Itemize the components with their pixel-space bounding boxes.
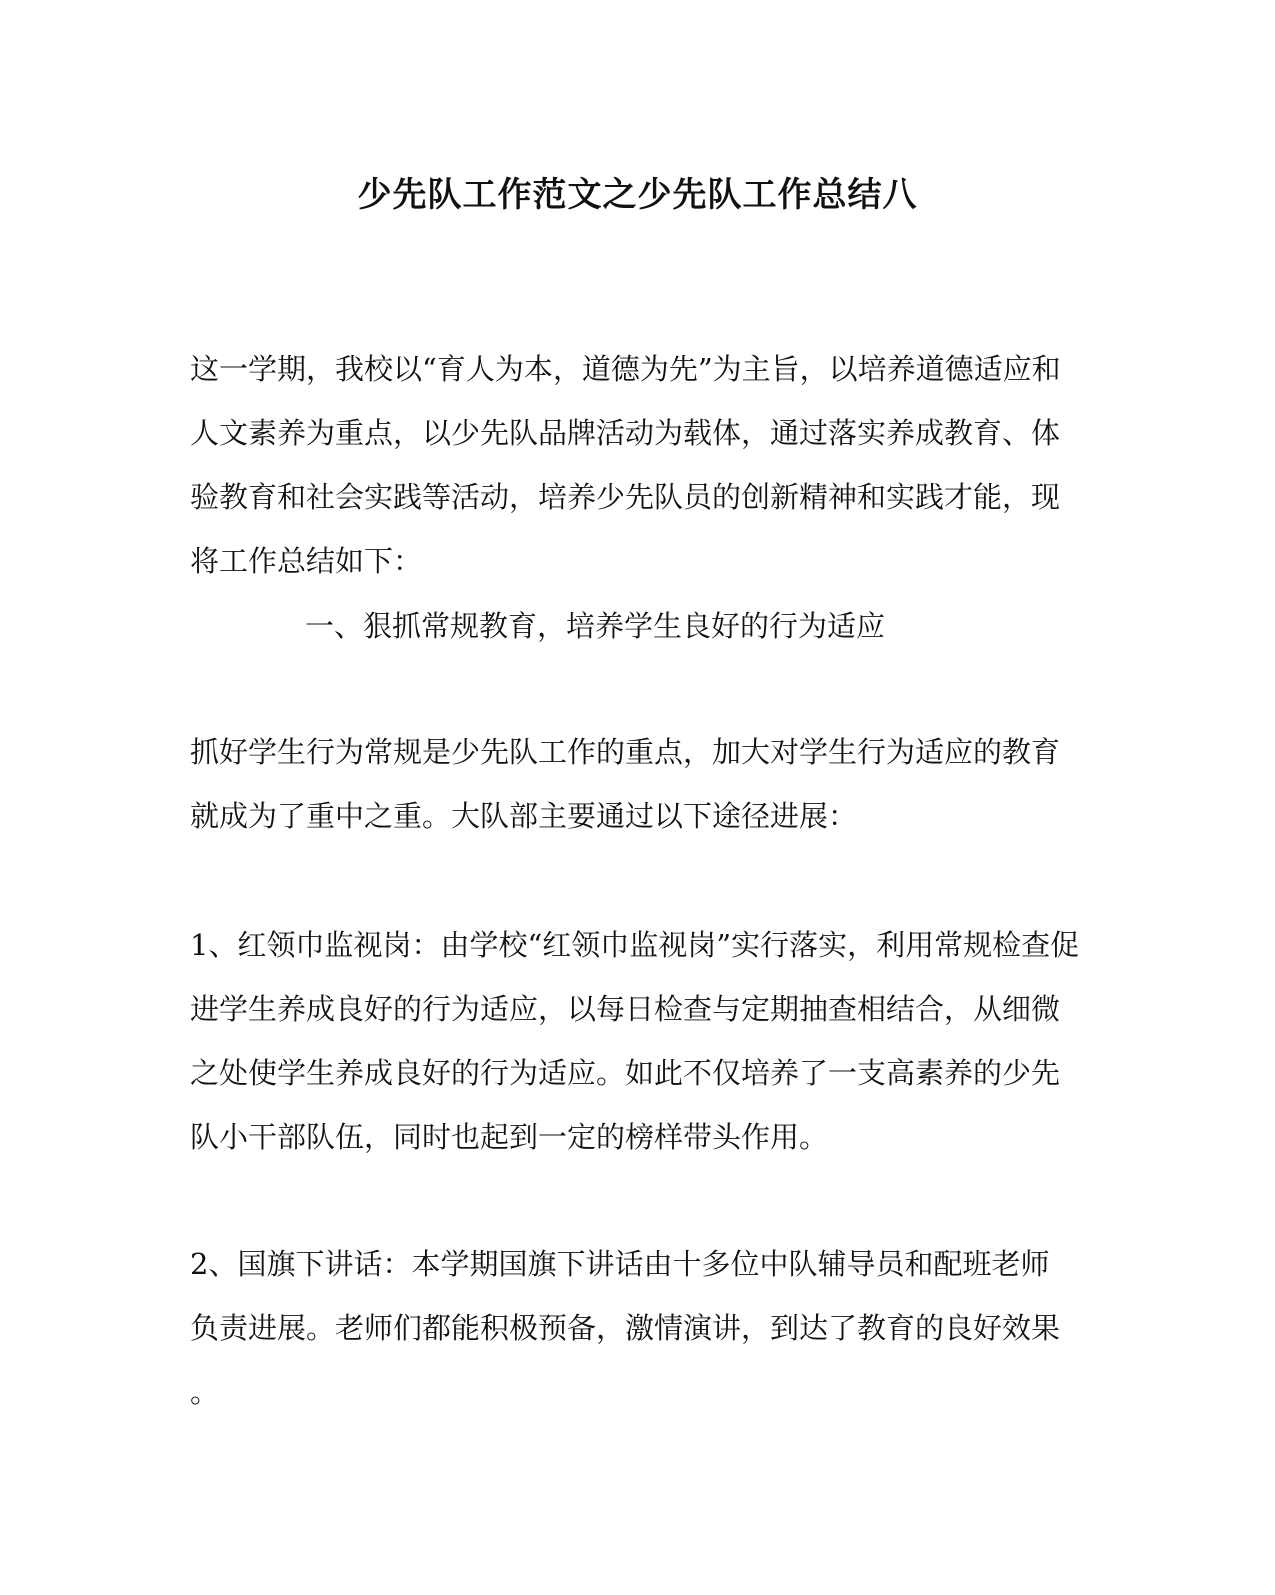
intro-line-2: 人文素养为重点，以少先队品牌活动为载体，通过落实养成教育、体 (190, 416, 1061, 450)
item-2-line-2: 负责进展。老师们都能积极预备，激情演讲，到达了教育的良好效果 (190, 1311, 1061, 1345)
item-2-paragraph (190, 1232, 1070, 1424)
item-1-line-1: 1、红领巾监视岗：由学校“红领巾监视岗”实行落实，利用常规检查促 (190, 928, 1080, 962)
item-2-line-3: 。 (190, 1375, 220, 1409)
item-1-line-2: 进学生养成良好的行为适应，以每日检查与定期抽查相结合，从细微 (190, 992, 1061, 1026)
section-1-line-1: 抓好学生行为常规是少先队工作的重点，加大对学生行为适应的教育 (190, 735, 1061, 769)
intro-line-1: 这一学期，我校以“育人为本，道德为先”为主旨，以培养道德适应和 (190, 352, 1061, 386)
item-2-line-1: 2、国旗下讲话：本学期国旗下讲话由十多位中队辅导员和配班老师 (190, 1247, 1050, 1281)
section-1-heading: 一、狠抓常规教育，培养学生良好的行为适应 (305, 609, 886, 643)
intro-line-3: 验教育和社会实践等活动，培养少先队员的创新精神和实践才能，现 (190, 480, 1061, 514)
section-1-paragraph (190, 720, 1070, 848)
document-title: 少先队工作范文之少先队工作总结八 (357, 175, 918, 215)
item-1-line-4: 队小干部队伍，同时也起到一定的榜样带头作用。 (190, 1120, 829, 1154)
section-1-line-2: 就成为了重中之重。大队部主要通过以下途径进展： (190, 799, 858, 833)
intro-line-4: 将工作总结如下： (190, 544, 423, 578)
intro-paragraph (190, 337, 1070, 593)
item-1-paragraph (190, 913, 1080, 1169)
item-1-line-3: 之处使学生养成良好的行为适应。如此不仅培养了一支高素养的少先 (190, 1056, 1061, 1090)
